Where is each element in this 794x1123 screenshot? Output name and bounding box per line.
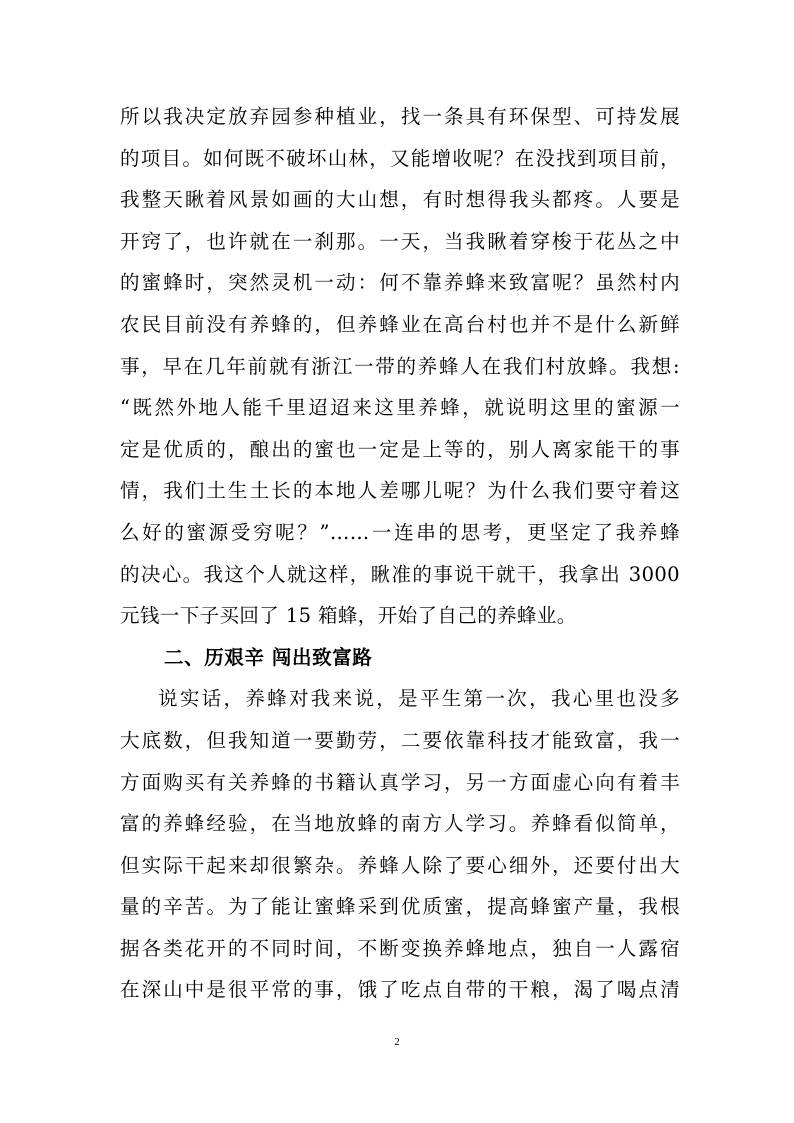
paragraph-1-line: “既然外地人能千里迢迢来这里养蜂，就说明这里的蜜源一	[120, 396, 680, 420]
paragraph-1-line: 事，早在几年前就有浙江一带的养蜂人在我们村放蜂。我想:	[120, 354, 680, 378]
paragraph-2-line: 说实话，养蜂对我来说，是平生第一次，我心里也没多	[158, 687, 680, 711]
paragraph-2-line: 富的养蜂经验，在当地放蜂的南方人学习。养蜂看似简单，	[120, 812, 680, 836]
section-heading: 二、历艰辛 闯出致富路	[164, 645, 373, 669]
body-text	[120, 96, 680, 1011]
paragraph-2-line: 在深山中是很平常的事，饿了吃点自带的干粮，渴了喝点清	[120, 978, 680, 1002]
page-number: 2	[394, 1036, 400, 1048]
paragraph-2-line: 但实际干起来却很繁杂。养蜂人除了要心细外，还要付出大	[120, 853, 680, 877]
paragraph-1-line: 我整天瞅着风景如画的大山想，有时想得我头都疼。人要是	[120, 188, 680, 212]
paragraph-1-line: 农民目前没有养蜂的，但养蜂业在高台村也并不是什么新鲜	[120, 312, 680, 336]
paragraph-2-line: 大底数，但我知道一要勤劳，二要依靠科技才能致富，我一	[120, 728, 680, 752]
paragraph-1-line: 开窍了，也许就在一刹那。一天，当我瞅着穿梭于花丛之中	[120, 229, 680, 253]
paragraph-1-line: 的蜜蜂时，突然灵机一动：何不靠养蜂来致富呢？虽然村内	[120, 271, 680, 295]
paragraph-1-line: 的项目。如何既不破坏山林，又能增收呢？在没找到项目前，	[120, 146, 680, 170]
paragraph-2-line: 量的辛苦。为了能让蜜蜂采到优质蜜，提高蜂蜜产量，我根	[120, 895, 680, 919]
paragraph-1-line: 所以我决定放弃园参种植业，找一条具有环保型、可持发展	[120, 105, 680, 128]
paragraph-1-line: 定是优质的，酿出的蜜也一定是上等的，别人离家能干的事	[120, 437, 680, 461]
paragraph-1-line: 情，我们土生土长的本地人差哪儿呢？为什么我们要守着这	[120, 479, 680, 503]
paragraph-1-line: 么好的蜜源受穷呢？”……一连串的思考，更坚定了我养蜂	[120, 520, 680, 544]
paragraph-1-line: 的决心。我这个人就这样，瞅准的事说干就干，我拿出 3000	[120, 562, 680, 586]
paragraph-2-line: 据各类花开的不同时间，不断变换养蜂地点，独自一人露宿	[120, 936, 680, 960]
paragraph-2-line: 方面购买有关养蜂的书籍认真学习，另一方面虚心向有着丰	[120, 770, 680, 794]
paragraph-1-line: 元钱一下子买回了 15 箱蜂，开始了自己的养蜂业。	[120, 604, 577, 628]
